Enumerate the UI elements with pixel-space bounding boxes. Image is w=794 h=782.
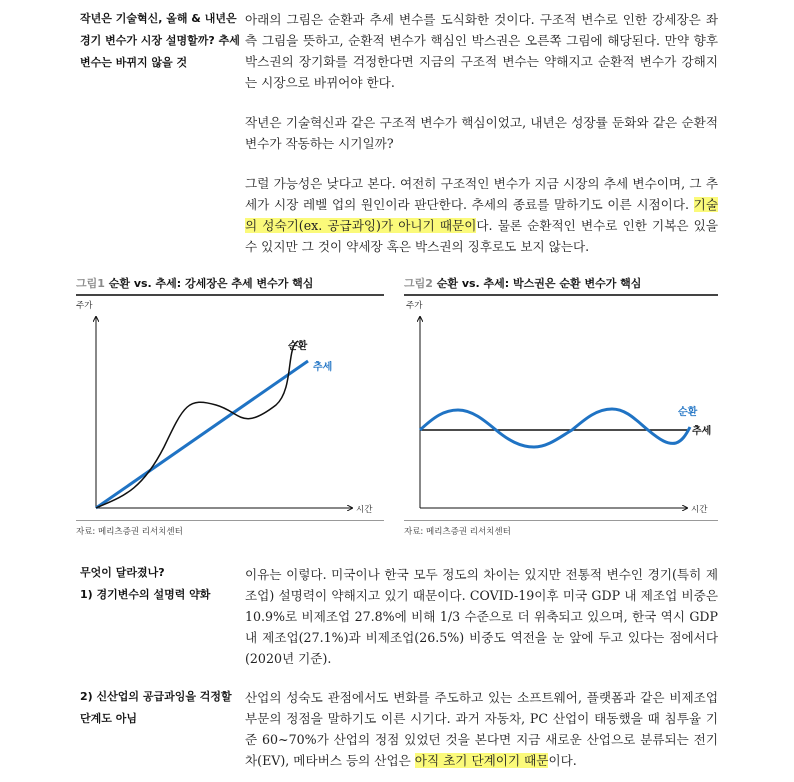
figure-number: 그림1 <box>76 277 105 290</box>
figure-title-text: 순환 vs. 추세: 박스권은 순환 변수가 핵심 <box>436 277 642 290</box>
cycle-line <box>96 341 298 508</box>
y-axis-label: 주가 <box>406 301 423 311</box>
section3-paragraph <box>245 687 718 771</box>
trend-line <box>96 361 308 508</box>
figure2-chart <box>404 297 720 519</box>
cycle-label: 순환 <box>288 341 308 352</box>
sidebar-line: 변수는 바뀌지 않을 것 <box>80 56 188 69</box>
cycle-line <box>420 409 690 447</box>
paragraph-text: 산업의 성숙도 관점에서도 변화를 주도하고 있는 소프트웨어, 플랫폼과 같은 비제조업 부문의 정점을 말하기도 이른 시기다. 과거 자동차, PC 산업이 태동했을 때 침투율 기준 60~70%가 산업의 정점 있었던 것을 본다면 지금 새로운 산업으로 분류되는 전기차(EV), 메타버스 등의 산업은 <box>245 690 718 768</box>
highlighted-text: 기술의 성숙기(ex. 공급과잉)가 아니기 때문이 <box>245 197 718 233</box>
figure1-title <box>76 274 313 294</box>
section1-sidebar <box>80 8 240 74</box>
x-axis-label: 시간 <box>691 505 708 515</box>
cycle-label: 순환 <box>678 407 698 418</box>
section3-sidebar <box>80 686 232 730</box>
figure-number: 그림2 <box>404 277 433 290</box>
section2-paragraph: 이유는 이렇다. 미국이나 한국 모두 정도의 차이는 있지만 전통적 변수인 경기(특히 제조업) 설명력이 약해지고 있기 때문이다. COVID-19이후 미국 GDP 내 제조업 비중은 10.9%로 비제조업 27.8%에 비해 1/3 수준으로 더 위축되고 있으며, 한국 역시 GDP 내 제조업(27.1%)과 비제조업(26.5%) 비중도 역전을 눈 앞에 두고 있다는 점에서다(2020년 기준). <box>245 567 718 666</box>
highlighted-text: 아직 초기 단계이기 때문 <box>414 753 549 768</box>
paragraph-text: 다. 물론 순환적인 변수로 인한 기복은 있을 수 있지만 그 것이 약세장 혹은 박스권의 징후로도 보지 않는다. <box>245 218 718 254</box>
trend-label: 추세 <box>313 362 333 373</box>
figure2-title <box>404 274 641 294</box>
x-axis-label: 시간 <box>356 505 373 515</box>
paragraph-text: 그럴 가능성은 낮다고 본다. 여전히 구조적인 변수가 지금 시장의 추세 변수이며, 그 추세가 시장 레벨 업의 원인이라 판단한다. 추세의 종료를 말하기도 이른 시점이다. <box>245 176 718 212</box>
figure2-source: 자료: 메리츠증권 리서치센터 <box>404 527 511 537</box>
figure1-bottom-rule <box>76 520 384 521</box>
section2-sidebar <box>80 562 210 606</box>
section1-paragraph-1: 아래의 그림은 순환과 추세 변수를 도식화한 것이다. 구조적 변수로 인한 강세장은 좌측 그림을 뜻하고, 순환적 변수가 핵심인 박스권은 오른쪽 그림에 해당된다. 만약 향후 박스권의 장기화를 걱정한다면 지금의 구조적 변수는 약해지고 순환적 변수가 강해지는 시장으로 바뀌어야 한다. <box>245 12 718 90</box>
sidebar-line: 단계도 아님 <box>80 712 137 725</box>
sidebar-line: 2) 신산업의 공급과잉을 걱정할 <box>80 690 232 703</box>
section1-paragraph-2: 작년은 기술혁신과 같은 구조적 변수가 핵심이었고, 내년은 성장률 둔화와 같은 순환적 변수가 작동하는 시기일까? <box>245 115 718 151</box>
figure-title-text: 순환 vs. 추세: 강세장은 추세 변수가 핵심 <box>108 277 314 290</box>
sidebar-line: 경기 변수가 시장 설명할까? 추세 <box>80 34 240 47</box>
figure2-top-rule <box>404 294 718 296</box>
y-axis-label: 주가 <box>76 301 93 311</box>
figure1-top-rule <box>76 294 384 296</box>
paragraph-text: 이다. <box>548 753 577 768</box>
sidebar-line: 무엇이 달라졌나? <box>80 566 165 579</box>
figure1-source: 자료: 메리츠증권 리서치센터 <box>76 527 183 537</box>
trend-label: 추세 <box>692 426 712 437</box>
section1-paragraph-3 <box>245 173 718 257</box>
sidebar-line: 작년은 기술혁신, 올해 & 내년은 <box>80 12 237 25</box>
sidebar-line: 1) 경기변수의 설명력 약화 <box>80 588 211 601</box>
figure2-bottom-rule <box>404 520 718 521</box>
figure1-chart <box>76 297 386 519</box>
